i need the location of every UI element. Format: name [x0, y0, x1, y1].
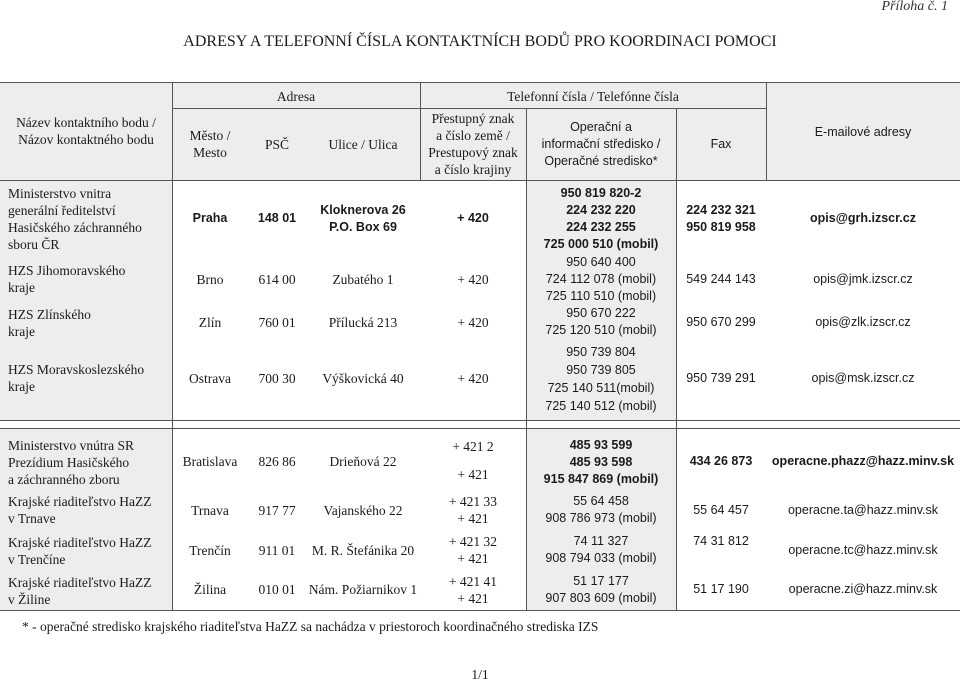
row-psc: 010 01 [258, 582, 296, 597]
row-psc: 917 77 [258, 503, 296, 518]
row-street: Drieňová 22 [329, 454, 397, 469]
row-email[interactable]: opis@grh.izscr.cz [810, 211, 916, 225]
attachment-label: Příloha č. 1 [881, 0, 948, 14]
row-phones: 950 640 400 724 112 078 (mobil) 725 110 510 (mobil) [545, 255, 657, 303]
row-prefix: + 421 32 + 421 [448, 534, 498, 566]
row-name: Krajské riaditeľstvo HaZZ v Žiline [8, 575, 152, 607]
row-city: Ostrava [189, 371, 231, 386]
row-email[interactable]: operacne.zi@hazz.minv.sk [788, 582, 938, 596]
row-street: Nám. Požiarnikov 1 [308, 582, 418, 597]
row-fax: 950 670 299 [686, 315, 756, 329]
row-phones: 51 17 177 907 803 609 (mobil) [545, 574, 657, 605]
header-phones: Telefonní čísla / Telefónne čísla [507, 89, 679, 104]
header-address: Adresa [276, 89, 316, 104]
header-street: Ulice / Ulica [328, 137, 398, 152]
row-name: Krajské riaditeľstvo HaZZ v Trenčíne [8, 535, 152, 567]
row-street: Kloknerova 26 P.O. Box 69 [320, 203, 406, 234]
row-psc: 826 86 [258, 454, 296, 469]
row-fax: 434 26 873 [689, 454, 753, 468]
row-prefix: + 421 41 + 421 [448, 574, 498, 606]
row-psc: 700 30 [258, 371, 296, 386]
row-email[interactable]: operacne.phazz@hazz.minv.sk [771, 454, 955, 468]
header-city: Město / Mesto [189, 128, 231, 160]
row-email[interactable]: operacne.ta@hazz.minv.sk [787, 503, 939, 517]
row-city: Trenčín [189, 543, 231, 558]
header-email: E-mailové adresy [814, 125, 912, 139]
row-fax: 74 31 812 [693, 534, 749, 548]
row-prefix: + 421 33 + 421 [448, 494, 498, 526]
row-fax: 549 244 143 [686, 272, 756, 286]
row-city: Žilina [193, 582, 227, 597]
row-city: Zlín [198, 315, 222, 330]
row-phones: 950 819 820-2 224 232 220 224 232 255 725 000 510 (mobil) [543, 186, 659, 251]
row-street: Vajanského 22 [323, 503, 403, 518]
row-city: Praha [192, 211, 228, 225]
row-prefix: + 421 2 + 421 [452, 439, 494, 482]
row-city: Trnava [191, 503, 229, 518]
footnote: * - operačné stredisko krajského riaditeľstva HaZZ sa nachádza v priestoroch koordinačného strediska IZS [22, 619, 599, 634]
row-name: HZS Jihomoravského kraje [8, 263, 126, 295]
row-email[interactable]: opis@zlk.izscr.cz [815, 315, 911, 329]
row-email[interactable]: operacne.tc@hazz.minv.sk [788, 543, 938, 557]
row-city: Brno [196, 272, 224, 287]
row-name: HZS Moravskoslezského kraje [8, 362, 145, 394]
row-fax: 51 17 190 [693, 582, 749, 596]
row-phones: 485 93 599 485 93 598 915 847 869 (mobil) [543, 438, 659, 486]
row-name: HZS Zlínského kraje [8, 307, 91, 339]
row-fax: 950 739 291 [686, 371, 756, 385]
row-prefix: + 420 [457, 315, 489, 330]
row-city: Bratislava [182, 454, 238, 469]
row-name: Ministerstvo vnútra SR Prezídium Hasičského a záchranného zboru [8, 438, 135, 487]
row-fax: 55 64 457 [693, 503, 749, 517]
row-email[interactable]: opis@msk.izscr.cz [811, 371, 915, 385]
header-name: Název kontaktního bodu / Názov kontaktného bodu [16, 115, 156, 147]
row-street: Zubatého 1 [332, 272, 394, 287]
row-psc: 614 00 [258, 272, 296, 287]
row-phones: 74 11 327 908 794 033 (mobil) [545, 534, 657, 565]
row-psc: 148 01 [257, 211, 297, 225]
row-phones: 950 670 222 725 120 510 (mobil) [545, 306, 657, 337]
page-number: 1/1 [471, 667, 489, 682]
row-phones: 55 64 458 908 786 973 (mobil) [545, 494, 657, 525]
header-psc: PSČ [264, 137, 290, 152]
row-name: Ministerstvo vnitra generální ředitelství Hasičského záchranného sboru ČR [8, 186, 142, 252]
row-street: M. R. Štefánika 20 [311, 543, 415, 558]
row-prefix: + 420 [457, 211, 489, 225]
header-prefix: Přestupný znak a číslo země / Prestupový znak a číslo krajiny [428, 111, 518, 177]
header-operational: Operační a informační středisko / Operačné stredisko* [541, 120, 661, 168]
row-street: Výškovická 40 [322, 371, 404, 386]
row-fax: 224 232 321 950 819 958 [686, 203, 756, 234]
row-name: Krajské riaditeľstvo HaZZ v Trnave [8, 494, 152, 526]
row-prefix: + 420 [457, 272, 489, 287]
row-prefix: + 420 [457, 371, 489, 386]
header-fax: Fax [710, 137, 732, 151]
row-psc: 760 01 [258, 315, 296, 330]
page-title: ADRESY A TELEFONNÍ ČÍSLA KONTAKTNÍCH BODŮ PRO KOORDINACI POMOCI [183, 33, 777, 50]
row-street: Přílucká 213 [328, 315, 398, 330]
row-psc: 911 01 [258, 543, 296, 558]
row-phones: 950 739 804 950 739 805 725 140 511(mobil) 725 140 512 (mobil) [545, 345, 657, 413]
row-email[interactable]: opis@jmk.izscr.cz [813, 272, 913, 286]
